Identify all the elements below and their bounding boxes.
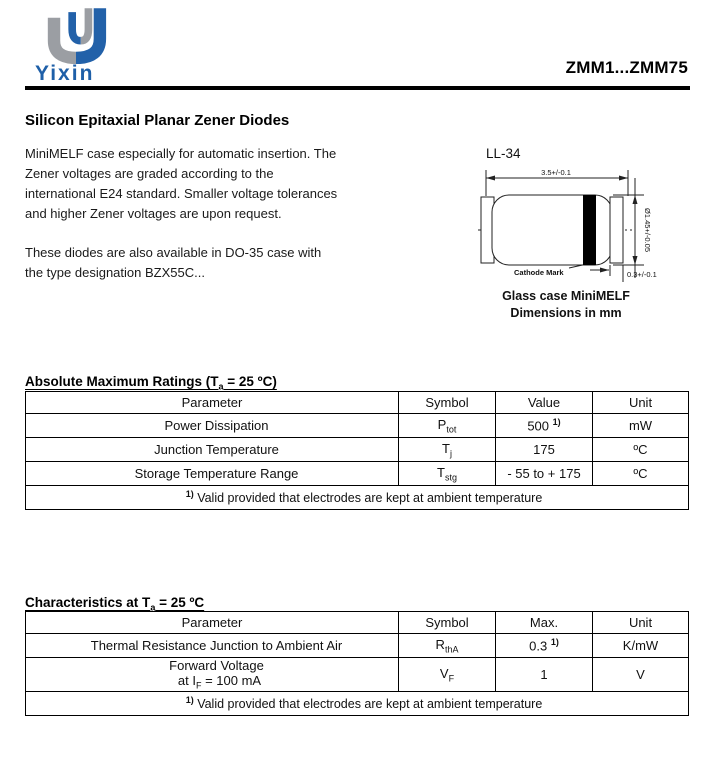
symbol-base: R bbox=[435, 636, 445, 652]
figure-caption-line2: Dimensions in mm bbox=[510, 306, 622, 320]
cathode-band bbox=[583, 195, 596, 265]
page-title: Silicon Epitaxial Planar Zener Diodes bbox=[25, 112, 290, 129]
cell-value bbox=[496, 414, 593, 438]
yixin-logo bbox=[33, 6, 153, 86]
footnote-ref: 1) bbox=[552, 417, 561, 428]
parameter-line1: Forward Voltage bbox=[169, 658, 264, 673]
u-logo-icon bbox=[33, 6, 119, 64]
figure-caption-line1: Glass case MiniMELF bbox=[502, 289, 630, 303]
symbol-subscript: F bbox=[448, 673, 455, 684]
col-header-unit: Unit bbox=[593, 392, 689, 414]
symbol-subscript: tot bbox=[446, 424, 457, 435]
paragraph-line: These diodes are also available in DO-35 case with bbox=[25, 245, 322, 260]
symbol-base: P bbox=[437, 416, 447, 432]
title-subscript: a bbox=[218, 381, 224, 392]
col-header-symbol: Symbol bbox=[399, 392, 496, 414]
symbol-base: T bbox=[437, 464, 445, 480]
col-header-parameter: Parameter bbox=[26, 612, 399, 634]
title-subscript: a bbox=[150, 602, 156, 613]
table-footnote-row bbox=[26, 691, 689, 715]
table-row bbox=[26, 658, 689, 692]
symbol-subscript: j bbox=[449, 448, 452, 459]
package-dimension-drawing bbox=[476, 164, 702, 290]
cell-unit: ºC bbox=[593, 462, 689, 486]
paragraph-line: the type designation BZX55C... bbox=[25, 265, 205, 280]
col-header-symbol: Symbol bbox=[399, 612, 496, 634]
paragraph-line: Zener voltages are graded according to the bbox=[25, 166, 274, 181]
symbol-subscript: thA bbox=[444, 644, 459, 655]
header-divider bbox=[25, 86, 690, 90]
figure-caption bbox=[480, 288, 652, 322]
length-dimension-label: 3.5+/-0.1 bbox=[541, 168, 571, 177]
table-footnote bbox=[26, 691, 689, 715]
cell-parameter bbox=[26, 658, 399, 692]
value-text: 0.3 bbox=[529, 638, 551, 654]
cell-symbol bbox=[399, 414, 496, 438]
value-text: - 55 to + 175 bbox=[507, 466, 581, 481]
cell-parameter: Thermal Resistance Junction to Ambient Air bbox=[26, 634, 399, 658]
package-name-label: LL-34 bbox=[486, 146, 521, 161]
cell-unit: K/mW bbox=[593, 634, 689, 658]
abs-max-ratings-title bbox=[25, 374, 277, 392]
cell-unit: mW bbox=[593, 414, 689, 438]
table-row bbox=[26, 414, 689, 438]
cell-symbol bbox=[399, 658, 496, 692]
footnote-text: Valid provided that electrodes are kept at ambient temperature bbox=[193, 491, 543, 506]
col-header-max: Max. bbox=[496, 612, 593, 634]
table-row bbox=[26, 438, 689, 462]
symbol-subscript: stg bbox=[444, 472, 457, 483]
table-row bbox=[26, 462, 689, 486]
col-header-unit: Unit bbox=[593, 612, 689, 634]
abs-max-ratings-table bbox=[25, 391, 689, 510]
cell-value bbox=[496, 462, 593, 486]
cell-symbol bbox=[399, 634, 496, 658]
title-text: = 25 ºC bbox=[155, 595, 205, 610]
col-header-value: Value bbox=[496, 392, 593, 414]
paragraph-line: international E24 standard. Smaller voltage tolerances bbox=[25, 186, 338, 201]
footnote-text: Valid provided that electrodes are kept at ambient temperature bbox=[193, 697, 543, 712]
title-text: Characteristics at T bbox=[25, 595, 151, 610]
title-text: Absolute Maximum Ratings (T bbox=[25, 374, 219, 389]
condition-text: = 100 mA bbox=[201, 673, 262, 688]
symbol-base: T bbox=[442, 440, 450, 456]
col-header-parameter: Parameter bbox=[26, 392, 399, 414]
condition-text: at I bbox=[177, 673, 196, 688]
part-number-title: ZMM1...ZMM75 bbox=[565, 58, 688, 77]
footnote-marker: 1) bbox=[185, 695, 194, 706]
paragraph-line: and higher Zener voltages are upon request. bbox=[25, 206, 282, 221]
cell-parameter: Power Dissipation bbox=[26, 414, 399, 438]
table-footnote-row bbox=[26, 486, 689, 510]
table-header-row bbox=[26, 612, 689, 634]
value-text: 1 bbox=[540, 666, 548, 682]
table-row bbox=[26, 634, 689, 658]
diameter-dimension-label: Ø1.45+/-0.05 bbox=[643, 208, 652, 252]
footnote-marker: 1) bbox=[185, 489, 194, 500]
condition-subscript: F bbox=[195, 680, 202, 691]
cell-symbol bbox=[399, 462, 496, 486]
cell-parameter: Junction Temperature bbox=[26, 438, 399, 462]
cathode-mark-label: Cathode Mark bbox=[514, 268, 564, 277]
value-text: 500 bbox=[527, 418, 553, 434]
paragraph-line: MiniMELF case especially for automatic insertion. The bbox=[25, 146, 337, 161]
intro-paragraph-2 bbox=[25, 243, 385, 283]
value-text: 175 bbox=[533, 442, 555, 457]
cell-value bbox=[496, 658, 593, 692]
cell-unit: V bbox=[593, 658, 689, 692]
cell-value bbox=[496, 634, 593, 658]
logo-text: Yixin bbox=[35, 62, 95, 85]
cell-unit: ºC bbox=[593, 438, 689, 462]
cell-value bbox=[496, 438, 593, 462]
symbol-base: V bbox=[439, 665, 449, 681]
cell-parameter: Storage Temperature Range bbox=[26, 462, 399, 486]
footnote-ref: 1) bbox=[550, 637, 559, 648]
cap-dimension-label: 0.3+/-0.1 bbox=[627, 270, 657, 279]
parameter-line2 bbox=[35, 673, 398, 691]
cell-symbol bbox=[399, 438, 496, 462]
table-header-row bbox=[26, 392, 689, 414]
intro-paragraph-1 bbox=[25, 144, 385, 224]
table-footnote bbox=[26, 486, 689, 510]
characteristics-table bbox=[25, 611, 689, 716]
title-text: = 25 ºC) bbox=[223, 374, 277, 389]
